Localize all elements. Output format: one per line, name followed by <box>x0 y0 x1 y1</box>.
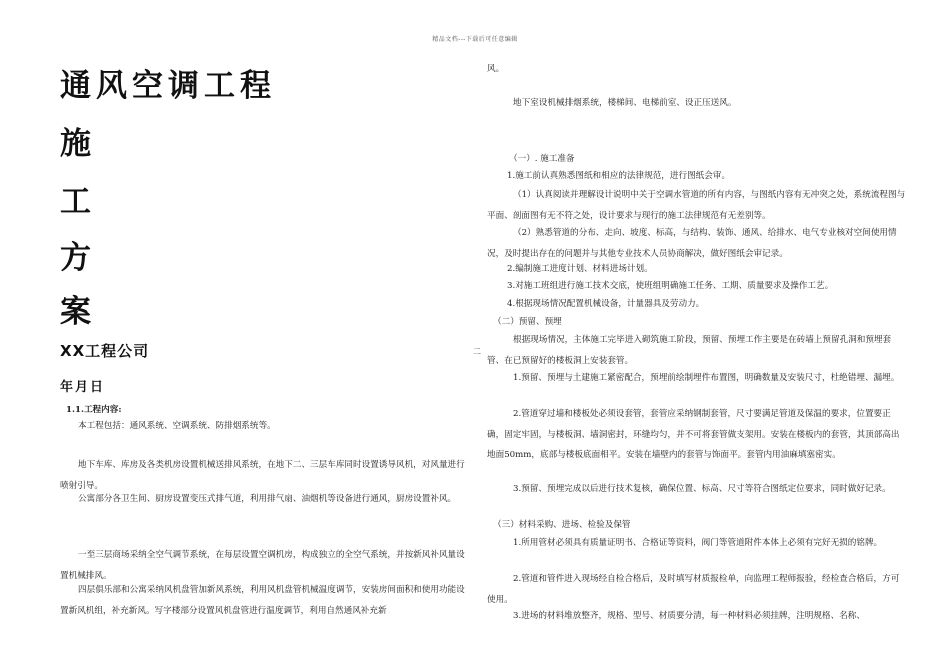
cover-title: 通风空调工程 <box>60 68 276 104</box>
paragraph-continuation: 风。 <box>487 64 505 74</box>
prep-item-1b: （2）熟悉管道的分布、走向、坡度、标高，与结构、装饰、通风、给排水、电气专业核对空间使用情况，及时提出存在的问题并与其他专业技术人员协商解决，做好图纸会审记录。 <box>487 228 897 259</box>
paragraph-garage-ventilation: 地下车库、库房及各类机房设置机械送排风系统，在地下二、三层车库同时设置诱导风机，对风量进行喷射引导。 <box>60 460 465 491</box>
materials-item-3: 3.进场的材料堆放整齐，规格、型号、材质要分清，每一种材料必须挂牌，注明规格、名称、 <box>513 611 865 621</box>
left-column <box>60 0 470 672</box>
company-name: XX工程公司 <box>60 342 150 360</box>
prep-item-1: 1.施工前认真熟悉图纸和相应的法律规范，进行图纸会审。 <box>507 171 731 181</box>
section-heading-embedding: （二）预留、预埋 <box>493 317 562 327</box>
embedding-item-2: 2.管道穿过墙和楼板处必须设套管，套管应采纳钢制套管，尺寸要满足管道及保温的要求，位置要正确，固定牢固，与楼板洞、墙洞密封，环缝均匀，并不可将套管做支架用。安装在楼板内的套管，其顶部高出地面50mm，底部与楼板底面相平。安装在墙壁内的套管与饰面平。套管内用油麻填塞密实。 <box>487 409 900 460</box>
paragraph-mall-air-system: 一至三层商场采纳全空气调节系统，在每层设置空调机房，构成独立的全空气系统，并按新风补风量设置机械排风。 <box>60 550 465 581</box>
cover-title-char-2: 工 <box>60 184 91 220</box>
prep-item-2: 2.编制施工进度计划、材料进场计划。 <box>507 264 653 274</box>
column-marker: 二 <box>473 347 481 356</box>
cover-date: 年月日 <box>60 380 106 395</box>
section-heading-preparation: （一）. 施工准备 <box>509 154 575 164</box>
paragraph-fan-coil-system: 四层俱乐部和公寓采纳风机盘管加新风系统，利用风机盘管机械温度调节，安装房间面积和使用功能设置新风机组，补充新风。写字楼部分设置风机盘管进行温度调节，利用自然通风补充新 <box>60 585 465 616</box>
cover-title-char-1: 施 <box>60 126 91 162</box>
paragraph-apartment-exhaust: 公寓部分各卫生间、厨房设置变压式排气道，利用排气扇、油烟机等设备进行通风，厨房设置补风。 <box>78 494 457 504</box>
cover-title-char-4: 案 <box>60 294 91 330</box>
materials-item-1: 1.所用管材必须具有质量证明书、合格证等资料，阀门等管道附件本体上必须有完好无损的铭牌。 <box>513 538 883 548</box>
embedding-intro: 根据现场情况，主体施工完毕进入砌筑施工阶段，预留、预埋工作主要是在砖墙上预留孔洞和预埋套管、在已预留好的楼板洞上安装套管。 <box>487 335 892 366</box>
paragraph-smoke-exhaust: 地下室设机械排烟系统，楼梯间、电梯前室、设正压送风。 <box>513 98 737 108</box>
embedding-item-3: 3.预留、预埋完成以后进行技术复核，确保位置、标高、尺寸等符合图纸定位要求，同时做好记录。 <box>513 484 891 494</box>
materials-item-2: 2.管道和管件进入现场经自检合格后，及时填写材质报检单，向监理工程师报验，经检查合格后，方可使用。 <box>487 574 900 605</box>
section-heading-materials: （三）材料采购、进场、检验及保管 <box>493 520 631 530</box>
right-column <box>487 0 907 672</box>
paragraph-scope: 本工程包括：通风系统、空调系统、防排烟系统等。 <box>78 421 276 431</box>
embedding-item-1: 1.预留、预埋与土建施工紧密配合，预埋前绘制埋件布置图，明确数量及安装尺寸，杜绝错埋、漏埋。 <box>513 373 900 383</box>
page-header-note: 精品文档---下载后可任意编辑 <box>432 36 518 43</box>
prep-item-1a: （1）认真阅读并理解设计说明中关于空调水管道的所有内容，与图纸内容有无冲突之处，系统流程图与平面、剖面图有无不符之处，设计要求与现行的施工法律规范有无差别等。 <box>487 190 906 221</box>
cover-title-char-3: 方 <box>60 240 91 276</box>
prep-item-4: 4.根据现场情况配置机械设备，计量器具及劳动力。 <box>507 299 705 309</box>
prep-item-3: 3.对施工班组进行施工技术交底，使班组明确施工任务、工期、质量要求及操作工艺。 <box>507 281 834 291</box>
section-heading-project-content: 1.1.工程内容: <box>66 405 122 415</box>
